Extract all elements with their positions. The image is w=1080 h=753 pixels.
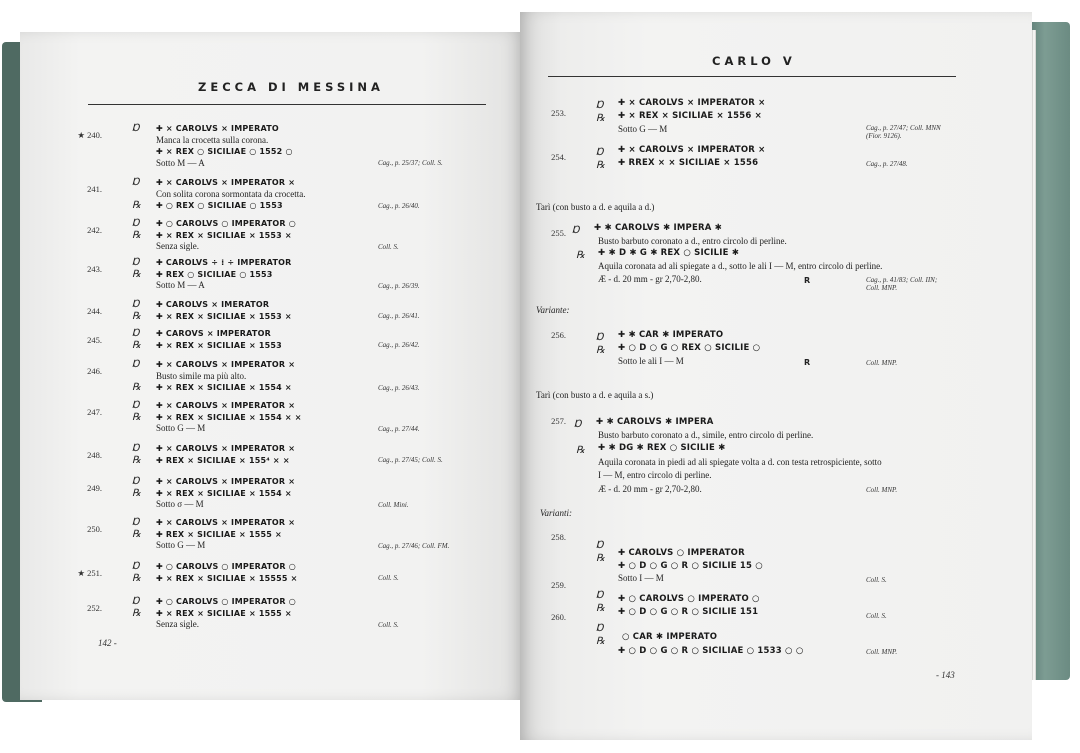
- entry-reference: Cag., p. 26/40.: [378, 201, 420, 210]
- obverse-symbol: Ɒ: [596, 147, 604, 158]
- coin-legend: ✚ REX × SICILIAE × 155⁴ × ×: [156, 455, 290, 465]
- obverse-legend: ○ CAR ✱ IMPERATO: [622, 632, 718, 642]
- entry-description: Sotto le ali I — M: [618, 356, 684, 366]
- header-rule: [548, 76, 956, 77]
- entry-description: Manca la crocetta sulla corona.: [156, 134, 269, 145]
- entry-reference: Cag., p. 27/45; Coll. S.: [378, 456, 443, 464]
- obverse-symbol: Ɒ: [132, 257, 140, 268]
- coin-legend: ✚ CAROLVS × IMERATOR: [156, 300, 270, 309]
- entry-description: Sotto M — A: [156, 157, 205, 168]
- entry-description: Sotto G — M: [618, 124, 668, 134]
- entry-reference: Cag., p. 26/43.: [378, 383, 420, 392]
- entry-description: Aquila coronata ad ali spiegate a d., sotto le ali I — M, entro circolo di perline.: [598, 261, 883, 271]
- obverse-symbol: Ɒ: [596, 332, 604, 343]
- reverse-legend: ✚ ○ D ○ G ○ R ○ SICILIE 151: [618, 607, 759, 617]
- metal-weight: Æ - d. 20 mm - gr 2,70-2,80.: [598, 484, 702, 494]
- obverse-symbol: Ɒ: [132, 359, 140, 370]
- left-page: [20, 32, 522, 700]
- page-title: ZECCA DI MESSINA: [198, 80, 384, 94]
- entry-description: Sotto σ — M: [156, 499, 204, 509]
- obverse-symbol: Ɒ: [596, 100, 604, 111]
- entry-reference: Coll. S.: [866, 576, 887, 584]
- entry-reference: Cag., p. 25/37; Coll. S.: [378, 159, 443, 167]
- reverse-symbol: ℞: [596, 603, 605, 614]
- entry-description: Senza sigle.: [156, 619, 199, 629]
- coin-legend: ✚ × CAROLVS × IMPERATOR ×: [156, 518, 296, 527]
- entry-description: Aquila coronata in piedi ad ali spiegate volta a d. con testa retrospiciente, sotto: [598, 457, 882, 467]
- reverse-legend: ✚ × REX × SICILIAE × 1556 ×: [618, 111, 762, 121]
- header-rule: [88, 104, 486, 105]
- rarity-mark: R: [804, 358, 811, 367]
- rarity-mark: R: [804, 276, 811, 285]
- reverse-symbol: ℞: [132, 607, 141, 619]
- entry-number: 248.: [87, 450, 102, 460]
- obverse-legend: ✚ ✱ CAR ✱ IMPERATO: [618, 330, 724, 340]
- entry-number: 244.: [87, 306, 102, 316]
- coin-legend: ✚ ○ CAROLVS ○ IMPERATOR ○: [156, 219, 296, 228]
- entry-number: 256.: [551, 330, 566, 340]
- coin-legend: ✚ ○ REX ○ SICILIAE ○ 1553: [156, 201, 283, 210]
- entry-reference: Coll. MNP.: [866, 359, 898, 367]
- entry-description: Sotto G — M: [156, 540, 206, 550]
- obverse-symbol: Ɒ: [132, 177, 140, 188]
- coin-legend: ✚ × REX × SICILIAE × 1554 × ×: [156, 412, 302, 422]
- entry-number: ★ 240.: [77, 130, 102, 140]
- obverse-symbol: Ɒ: [132, 218, 140, 229]
- entry-description: Con solita corona sormontata da crocetta.: [156, 188, 306, 199]
- coin-legend: ✚ CAROLVS ÷ ⁞ ÷ IMPERATOR: [156, 258, 292, 267]
- entry-description: I — M, entro circolo di perline.: [598, 470, 712, 480]
- entry-number: 252.: [87, 603, 102, 613]
- entry-number: ★ 251.: [77, 568, 102, 578]
- coin-legend: ✚ × REX × SICILIAE × 1554 ×: [156, 488, 292, 498]
- reverse-symbol: ℞: [132, 382, 141, 393]
- coin-legend: ✚ × CAROLVS × IMPERATOR ×: [156, 178, 296, 187]
- coin-legend: ✚ × CAROLVS × IMPERATO: [156, 124, 279, 133]
- obverse-symbol: Ɒ: [132, 476, 140, 487]
- obverse-symbol: Ɒ: [132, 328, 140, 339]
- page-number: - 143: [936, 670, 955, 680]
- entry-reference: Cag., p. 27/48.: [866, 160, 908, 168]
- entry-number: 246.: [87, 366, 102, 376]
- obverse-legend: ✚ ○ CAROLVS ○ IMPERATO ○: [618, 594, 760, 604]
- reverse-symbol: ℞: [132, 310, 141, 322]
- right-page: [520, 12, 1032, 740]
- reverse-legend: ✚ RREX × × SICILIAE × 1556: [618, 158, 759, 168]
- entry-number: 241.: [87, 184, 102, 194]
- entry-number: 245.: [87, 335, 102, 345]
- entry-reference: Coll. MNP.: [866, 486, 898, 494]
- entry-description: Sotto G — M: [156, 423, 206, 433]
- entry-number: 255.: [551, 228, 566, 238]
- reverse-symbol: ℞: [132, 200, 141, 211]
- entry-reference: Coll. S.: [378, 574, 399, 582]
- entry-number: 242.: [87, 225, 102, 235]
- section-heading: Tarì (con busto a d. e aquila a d.): [536, 202, 655, 212]
- obverse-symbol: Ɒ: [132, 561, 140, 572]
- reverse-symbol: ℞: [596, 113, 605, 124]
- entry-number: 247.: [87, 407, 102, 417]
- reverse-symbol: ℞: [596, 160, 605, 171]
- section-heading: Varianti:: [540, 508, 573, 518]
- coin-legend: ✚ × CAROLVS × IMPERATOR ×: [156, 360, 296, 369]
- reverse-legend: ✚ ○ D ○ G ○ REX ○ SICILIE ○: [618, 343, 761, 353]
- reverse-symbol: ℞: [132, 339, 141, 351]
- reverse-symbol: ℞: [596, 553, 605, 564]
- entry-description: Senza sigle.: [156, 241, 199, 251]
- coin-legend: ✚ REX × SICILIAE × 1555 ×: [156, 529, 282, 539]
- section-heading: Variante:: [536, 305, 570, 315]
- coin-legend: ✚ × CAROLVS × IMPERATOR ×: [156, 401, 296, 410]
- coin-legend: ✚ × REX × SICILIAE × 1554 ×: [156, 383, 292, 392]
- coin-legend: ✚ × REX × SICILIAE × 1553 ×: [156, 230, 292, 240]
- entry-description: Sotto M — A: [156, 280, 205, 290]
- coin-legend: ✚ REX ○ SICILIAE ○ 1553: [156, 269, 273, 279]
- entry-description: Busto barbuto coronato a d., simile, entro circolo di perline.: [598, 430, 814, 440]
- entry-reference: (Fior. 9126).: [866, 132, 902, 140]
- obverse-symbol: Ɒ: [132, 123, 140, 134]
- reverse-symbol: ℞: [132, 229, 141, 241]
- entry-description: Busto simile ma più alto.: [156, 370, 247, 381]
- reverse-symbol: ℞: [576, 250, 585, 261]
- entry-reference: Coll. MNP.: [866, 648, 898, 656]
- coin-legend: ✚ × REX × SICILIAE × 1553: [156, 340, 282, 350]
- coin-legend: ✚ × REX × SICILIAE × 1553 ×: [156, 311, 292, 321]
- entry-number: 259.: [551, 580, 566, 590]
- obverse-symbol: Ɒ: [572, 225, 580, 236]
- obverse-symbol: Ɒ: [132, 596, 140, 607]
- reverse-symbol: ℞: [596, 345, 605, 356]
- obverse-symbol: Ɒ: [596, 623, 604, 634]
- obverse-legend: ✚ × CAROLVS × IMPERATOR ×: [618, 145, 766, 155]
- obverse-symbol: Ɒ: [132, 443, 140, 454]
- obverse-legend: ✚ × CAROLVS × IMPERATOR ×: [618, 98, 766, 108]
- reverse-symbol: ℞: [596, 636, 605, 647]
- coin-legend: ✚ × CAROLVS × IMPERATOR ×: [156, 477, 296, 486]
- entry-number: 250.: [87, 524, 102, 534]
- reverse-legend: ✚ ✱ D ✱ G ✱ REX ○ SICILIE ✱: [598, 248, 740, 258]
- entry-reference: Cag., p. 26/39.: [378, 281, 420, 290]
- reverse-symbol: ℞: [132, 572, 141, 584]
- entry-reference: Coll. S.: [866, 612, 887, 620]
- entry-reference: Coll. MNP.: [866, 284, 898, 292]
- entry-reference: Coll. S.: [378, 620, 399, 629]
- entry-number: 258.: [551, 532, 566, 542]
- entry-reference: Cag., p. 41/83; Coll. IIN;: [866, 276, 938, 284]
- entry-description: Sotto I — M: [618, 573, 664, 583]
- page-number: 142 -: [98, 638, 117, 648]
- entry-reference: Coll. S.: [378, 242, 399, 251]
- coin-legend: ✚ ○ CAROLVS ○ IMPERATOR ○: [156, 562, 296, 571]
- reverse-legend: ✚ ○ D ○ G ○ R ○ SICILIAE ○ 1533 ○ ○: [618, 646, 804, 656]
- entry-number: 260.: [551, 612, 566, 622]
- entry-number: 254.: [551, 152, 566, 162]
- entry-number: 257.: [551, 416, 566, 426]
- reverse-legend: ✚ ✱ DG ✱ REX ○ SICILIE ✱: [598, 443, 726, 453]
- reverse-symbol: ℞: [132, 528, 141, 540]
- reverse-symbol: ℞: [132, 411, 141, 423]
- entry-reference: Cag., p. 27/44.: [378, 424, 420, 433]
- entry-number: 249.: [87, 483, 102, 493]
- obverse-symbol: Ɒ: [132, 299, 140, 310]
- entry-reference: Cag., p. 26/42.: [378, 341, 420, 349]
- reverse-legend: ✚ ○ D ○ G ○ R ○ SICILIE 15 ○: [618, 561, 763, 571]
- reverse-symbol: ℞: [576, 445, 585, 456]
- obverse-symbol: Ɒ: [132, 517, 140, 528]
- coin-legend: ✚ × REX ○ SICILIAE ○ 1552 ○: [156, 147, 293, 156]
- entry-description: Busto barbuto coronato a d., entro circolo di perline.: [598, 236, 787, 246]
- obverse-symbol: Ɒ: [596, 540, 604, 551]
- coin-legend: ✚ × REX × SICILIAE × 1555 ×: [156, 608, 292, 618]
- coin-legend: ✚ × REX × SICILIAE × 15555 ×: [156, 573, 298, 583]
- entry-reference: Cag., p. 26/41.: [378, 312, 420, 320]
- obverse-symbol: Ɒ: [596, 590, 604, 601]
- coin-legend: ✚ × CAROLVS × IMPERATOR ×: [156, 444, 296, 453]
- reverse-symbol: ℞: [132, 454, 141, 466]
- obverse-legend: ✚ ✱ CAROLVS ✱ IMPERA: [596, 417, 714, 427]
- entry-reference: Coll. Mini.: [378, 500, 409, 509]
- obverse-symbol: Ɒ: [132, 400, 140, 411]
- coin-legend: ✚ CAROVS × IMPERATOR: [156, 329, 271, 338]
- obverse-legend: ✚ CAROLVS ○ IMPERATOR: [618, 548, 745, 558]
- obverse-legend: ✚ ✱ CAROLVS ✱ IMPERA ✱: [594, 223, 722, 233]
- entry-number: 253.: [551, 108, 566, 118]
- obverse-symbol: Ɒ: [574, 419, 582, 430]
- coin-legend: ✚ ○ CAROLVS ○ IMPERATOR ○: [156, 597, 296, 606]
- entry-reference: Cag., p. 27/46; Coll. FM.: [378, 541, 450, 550]
- reverse-symbol: ℞: [132, 268, 141, 280]
- metal-weight: Æ - d. 20 mm - gr 2,70-2,80.: [598, 274, 702, 284]
- page-title: CARLO V: [712, 54, 796, 68]
- section-heading: Tarì (con busto a d. e aquila a s.): [536, 390, 654, 400]
- reverse-symbol: ℞: [132, 487, 141, 499]
- entry-reference: Cag., p. 27/47; Coll. MNN: [866, 124, 941, 132]
- entry-number: 243.: [87, 264, 102, 274]
